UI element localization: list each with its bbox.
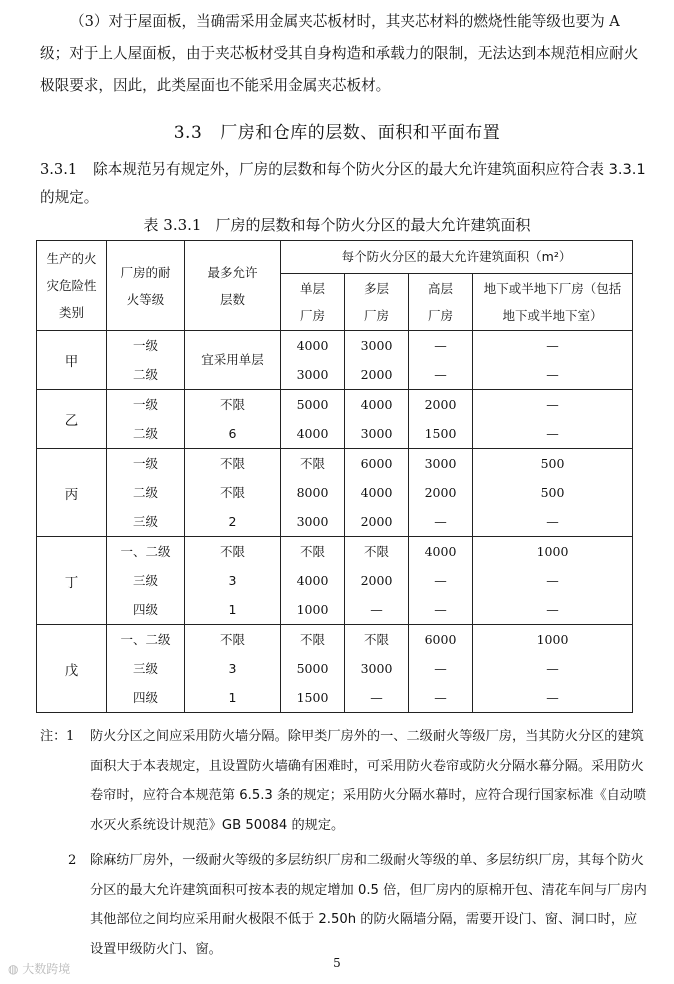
single-value: 3000 bbox=[296, 367, 329, 382]
multi-value: 3000 bbox=[360, 426, 393, 441]
rating-value: 三级 bbox=[132, 514, 158, 529]
multi-value: 2000 bbox=[360, 573, 393, 588]
multi-value: 4000 bbox=[360, 397, 393, 412]
header-single: 单层厂房 bbox=[281, 273, 345, 330]
high-value: — bbox=[434, 367, 447, 382]
rating-value: 一、二级 bbox=[120, 632, 171, 647]
single-value: 1500 bbox=[296, 690, 329, 705]
underground-value: — bbox=[546, 338, 559, 353]
table-row bbox=[37, 449, 633, 537]
rating-value: 三级 bbox=[132, 661, 158, 676]
section-heading bbox=[0, 118, 674, 143]
note-1 bbox=[40, 722, 650, 840]
floors-cell bbox=[185, 390, 281, 449]
single-value: 4000 bbox=[296, 426, 329, 441]
rating-value: 一级 bbox=[132, 456, 158, 471]
underground-cell bbox=[473, 625, 633, 713]
single-cell bbox=[281, 625, 345, 713]
high-cell bbox=[409, 625, 473, 713]
floors-value: 1 bbox=[228, 602, 237, 617]
rating-value: 一级 bbox=[132, 338, 158, 353]
high-cell bbox=[409, 537, 473, 625]
underground-value: — bbox=[546, 573, 559, 588]
rating-value: 三级 bbox=[132, 573, 158, 588]
high-cell bbox=[409, 449, 473, 537]
notes-label: 注： bbox=[40, 729, 67, 744]
underground-cell bbox=[473, 390, 633, 449]
underground-value: — bbox=[546, 397, 559, 412]
rating-value: 二级 bbox=[132, 426, 158, 441]
floors-cell bbox=[185, 331, 281, 390]
single-value: 1000 bbox=[296, 602, 329, 617]
table-caption-title: 厂房的层数和每个防火分区的最大允许建筑面积 bbox=[215, 216, 531, 234]
floors-value: 6 bbox=[228, 426, 237, 441]
header-floors: 最多允许层数 bbox=[185, 241, 281, 331]
high-value: 2000 bbox=[424, 397, 457, 412]
clause-text: 除本规范另有规定外，厂房的层数和每个防火分区的最大允许建筑面积应符合表 3.3.1 的规定。 bbox=[40, 161, 646, 206]
table-row bbox=[37, 331, 633, 390]
floors-value: 宜采用单层 bbox=[201, 352, 264, 367]
category-cell: 丙 bbox=[37, 449, 107, 537]
underground-cell bbox=[473, 449, 633, 537]
table-row bbox=[37, 390, 633, 449]
header-category: 生产的火灾危险性类别 bbox=[37, 241, 107, 331]
note-text: 除麻纺厂房外，一级耐火等级的多层纺织厂房和二级耐火等级的单、多层纺织厂房，其每个防火分区的最大允许建筑面积可按本表的规定增加 0.5 倍，但厂房内的原棉开包、清花车间与厂房内其他部位之间均应采用耐火极限不低于 2.50h 的防火隔墙分隔，需要开设门、窗、洞口时，应设置甲级防火门、窗。 bbox=[90, 853, 647, 957]
note-number: 1 bbox=[66, 729, 75, 744]
single-value: 4000 bbox=[296, 573, 329, 588]
single-value: 不限 bbox=[299, 632, 325, 647]
intro-paragraph: （3）对于屋面板，当确需采用金属夹芯板材时，其夹芯材料的燃烧性能等级也要为 A 级；对于上人屋面板，由于夹芯板材受其自身构造和承载力的限制，无法达到本规范相应耐火极限要求，因此，此类屋面也不能采用金属夹芯板材。 bbox=[40, 13, 639, 94]
area-limits-table bbox=[36, 240, 633, 713]
multi-cell bbox=[345, 449, 409, 537]
note-2 bbox=[40, 846, 650, 964]
table-caption-number: 表 3.3.1 bbox=[143, 216, 202, 234]
rating-value: 二级 bbox=[132, 367, 158, 382]
note-text: 防火分区之间应采用防火墙分隔。除甲类厂房外的一、二级耐火等级厂房，当其防火分区的建筑面积大于本表规定，且设置防火墙确有困难时，可采用防火卷帘或防火分隔水幕分隔。采用防火卷帘时，应符合本规范第 6.5.3 条的规定；采用防火分隔水幕时，应符合现行国家标准《自动喷水灭火系统设计规范》GB 50084 的规定。 bbox=[90, 729, 647, 833]
rating-cell bbox=[107, 390, 185, 449]
category-cell: 甲 bbox=[37, 331, 107, 390]
table-row bbox=[37, 537, 633, 625]
multi-value: 6000 bbox=[360, 456, 393, 471]
single-value: 5000 bbox=[296, 397, 329, 412]
multi-value: 4000 bbox=[360, 485, 393, 500]
underground-value: — bbox=[546, 602, 559, 617]
single-value: 3000 bbox=[296, 514, 329, 529]
rating-cell bbox=[107, 331, 185, 390]
watermark-text: 大数跨境 bbox=[22, 962, 71, 976]
underground-cell bbox=[473, 331, 633, 390]
high-value: — bbox=[434, 661, 447, 676]
single-cell bbox=[281, 449, 345, 537]
floors-value: 1 bbox=[228, 690, 237, 705]
notes bbox=[40, 722, 650, 970]
rating-value: 四级 bbox=[132, 602, 158, 617]
high-value: — bbox=[434, 514, 447, 529]
header-rating: 厂房的耐火等级 bbox=[107, 241, 185, 331]
single-cell bbox=[281, 537, 345, 625]
underground-value: 1000 bbox=[536, 632, 569, 647]
multi-value: 不限 bbox=[363, 632, 389, 647]
category-cell: 丁 bbox=[37, 537, 107, 625]
single-value: 5000 bbox=[296, 661, 329, 676]
multi-value: — bbox=[370, 690, 383, 705]
header-high: 高层厂房 bbox=[409, 273, 473, 330]
underground-value: — bbox=[546, 514, 559, 529]
single-value: 8000 bbox=[296, 485, 329, 500]
single-cell bbox=[281, 331, 345, 390]
floors-value: 2 bbox=[228, 514, 237, 529]
floors-value: 不限 bbox=[219, 456, 245, 471]
high-value: — bbox=[434, 338, 447, 353]
floors-value: 3 bbox=[228, 661, 237, 676]
table-body bbox=[37, 331, 633, 713]
high-value: 6000 bbox=[424, 632, 457, 647]
multi-cell bbox=[345, 537, 409, 625]
multi-cell bbox=[345, 390, 409, 449]
single-cell bbox=[281, 390, 345, 449]
rating-cell bbox=[107, 537, 185, 625]
underground-value: — bbox=[546, 661, 559, 676]
high-value: 2000 bbox=[424, 485, 457, 500]
high-value: 4000 bbox=[424, 544, 457, 559]
table-caption bbox=[0, 214, 674, 235]
underground-value: 500 bbox=[540, 485, 565, 500]
clause-3-3-1 bbox=[40, 156, 650, 212]
table-row bbox=[37, 625, 633, 713]
category-cell: 乙 bbox=[37, 390, 107, 449]
rating-value: 一、二级 bbox=[120, 544, 171, 559]
floors-cell bbox=[185, 449, 281, 537]
multi-value: 2000 bbox=[360, 367, 393, 382]
multi-cell bbox=[345, 625, 409, 713]
underground-value: — bbox=[546, 367, 559, 382]
rating-cell bbox=[107, 449, 185, 537]
single-value: 4000 bbox=[296, 338, 329, 353]
section-title: 厂房和仓库的层数、面积和平面布置 bbox=[220, 123, 501, 143]
high-value: 1500 bbox=[424, 426, 457, 441]
floors-cell bbox=[185, 625, 281, 713]
rating-value: 四级 bbox=[132, 690, 158, 705]
section-number: 3.3 bbox=[173, 123, 203, 143]
underground-cell bbox=[473, 537, 633, 625]
high-cell bbox=[409, 331, 473, 390]
high-value: — bbox=[434, 690, 447, 705]
multi-value: 3000 bbox=[360, 338, 393, 353]
rating-value: 一级 bbox=[132, 397, 158, 412]
page-number: 5 bbox=[333, 956, 341, 970]
multi-value: 3000 bbox=[360, 661, 393, 676]
underground-value: — bbox=[546, 690, 559, 705]
note-number: 2 bbox=[68, 853, 77, 868]
header-multi: 多层厂房 bbox=[345, 273, 409, 330]
underground-value: 1000 bbox=[536, 544, 569, 559]
floors-value: 3 bbox=[228, 573, 237, 588]
header-area-group: 每个防火分区的最大允许建筑面积（m²） bbox=[281, 241, 633, 274]
rating-value: 二级 bbox=[132, 485, 158, 500]
high-cell bbox=[409, 390, 473, 449]
watermark: ◍ 大数跨境 bbox=[8, 962, 71, 976]
floors-value: 不限 bbox=[219, 632, 245, 647]
single-value: 不限 bbox=[299, 544, 325, 559]
multi-value: 不限 bbox=[363, 544, 389, 559]
high-value: 3000 bbox=[424, 456, 457, 471]
floors-value: 不限 bbox=[219, 485, 245, 500]
clause-number: 3.3.1 bbox=[40, 161, 78, 178]
underground-value: — bbox=[546, 426, 559, 441]
floors-value: 不限 bbox=[219, 397, 245, 412]
high-value: — bbox=[434, 573, 447, 588]
floors-value: 不限 bbox=[219, 544, 245, 559]
underground-value: 500 bbox=[540, 456, 565, 471]
multi-cell bbox=[345, 331, 409, 390]
rating-cell bbox=[107, 625, 185, 713]
high-value: — bbox=[434, 602, 447, 617]
category-cell: 戊 bbox=[37, 625, 107, 713]
multi-value: — bbox=[370, 602, 383, 617]
floors-cell bbox=[185, 537, 281, 625]
header-underground: 地下或半地下厂房（包括地下或半地下室） bbox=[473, 273, 633, 330]
single-value: 不限 bbox=[299, 456, 325, 471]
multi-value: 2000 bbox=[360, 514, 393, 529]
